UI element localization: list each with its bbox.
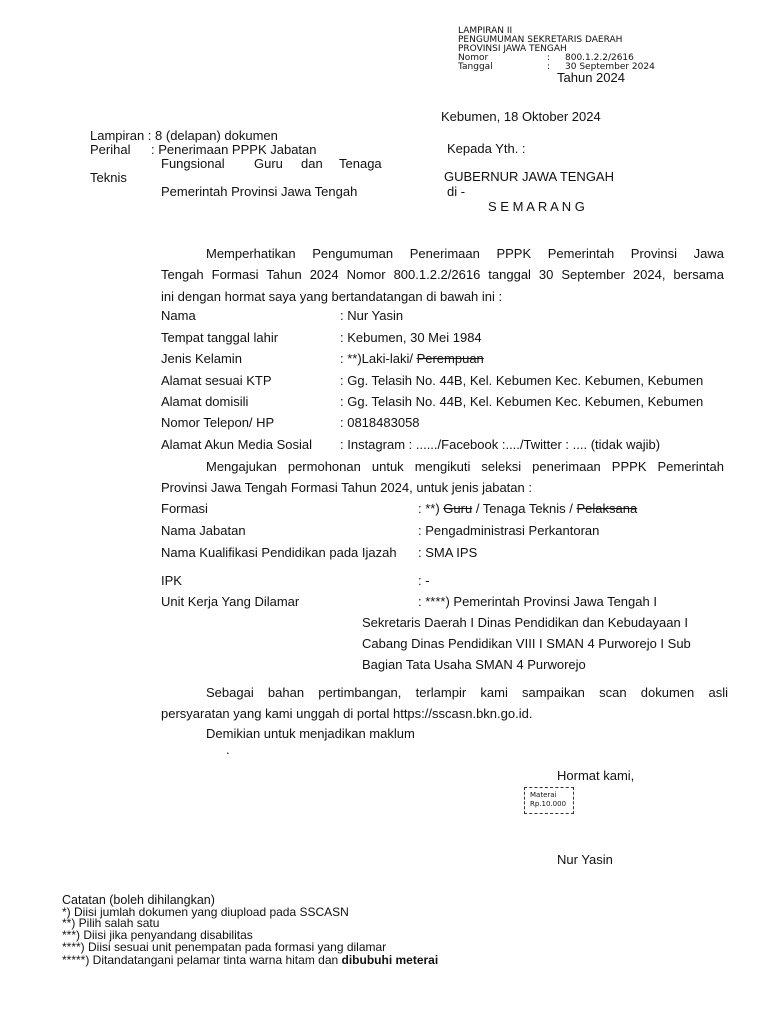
identity-value-nama: : Nur Yasin: [340, 308, 404, 323]
attachment-nomor-sep: :: [547, 53, 551, 63]
identity-label-phone: Nomor Telepon/ HP: [161, 415, 275, 430]
recipient-city: S E M A R A N G: [488, 199, 585, 214]
paragraph-2-line-2: Provinsi Jawa Tengah Formasi Tahun 2024, untuk jenis jabatan :: [161, 480, 532, 495]
formasi-struck-pelaksana: Pelaksana: [576, 501, 638, 516]
attachment-announcement: PENGUMUMAN SEKRETARIS DAERAH: [458, 35, 623, 45]
unit-label: Unit Kerja Yang Dilamar: [161, 594, 300, 609]
identity-value-phone: : 0818483058: [340, 415, 420, 430]
attachment-tanggal-value: 30 September 2024: [565, 62, 655, 72]
identity-label-ttl: Tempat tanggal lahir: [161, 330, 279, 345]
identity-label-nama: Nama: [161, 308, 196, 323]
note-3: ***) Diisi jika penyandang disabilitas: [62, 928, 253, 942]
note-2: **) Pilih salah satu: [62, 916, 160, 930]
materai-label: Materai: [530, 791, 557, 799]
formasi-value: [418, 501, 637, 517]
attachment-label: LAMPIRAN II: [458, 26, 513, 36]
identity-value-ttl: : Kebumen, 30 Mei 1984: [340, 330, 482, 345]
paragraph-3-line-1: Sebagai bahan pertimbangan, terlampir kami sampaikan scan dokumen asli: [206, 685, 728, 700]
perihal-label: Perihal: [90, 142, 131, 157]
note-5: [62, 955, 438, 966]
ipk-label: IPK: [161, 573, 182, 588]
signer-name: Nur Yasin: [557, 852, 613, 867]
paragraph-2-line-1: Mengajukan permohonan untuk mengikuti seleksi penerimaan PPPK Pemerintah: [206, 459, 724, 474]
attachment-tanggal-sep: :: [547, 62, 551, 72]
jabatan-label: Nama Jabatan: [161, 523, 246, 538]
notes-title: Catatan (boleh dihilangkan): [62, 893, 215, 907]
formasi-selected: / Tenaga Teknis /: [472, 501, 577, 516]
identity-label-gender: Jenis Kelamin: [161, 351, 242, 366]
identity-value-gender: [340, 351, 484, 367]
ipk-value: : -: [418, 573, 430, 588]
unit-value-line-3: Cabang Dinas Pendidikan VIII I SMAN 4 Purworejo I Sub: [362, 636, 691, 651]
perihal-teknis: Teknis: [90, 170, 127, 185]
place-date: Kebumen, 18 Oktober 2024: [441, 109, 601, 124]
identity-value-alamat-ktp: : Gg. Telasih No. 44B, Kel. Kebumen Kec. Kebumen, Kebumen: [340, 373, 704, 388]
identity-label-social: Alamat Akun Media Sosial: [161, 437, 313, 452]
note-5-bold: dibubuhi meterai: [341, 953, 439, 967]
recipient-name: GUBERNUR JAWA TENGAH: [444, 169, 614, 184]
perihal-word-dan: dan: [301, 156, 323, 171]
note-1: *) Diisi jumlah dokumen yang diupload pada SSCASN: [62, 905, 349, 919]
note-5-text: *****) Ditandatangani pelamar tinta warna hitam dan: [62, 953, 342, 967]
identity-value-alamat-domisili: : Gg. Telasih No. 44B, Kel. Kebumen Kec. Kebumen, Kebumen: [340, 394, 704, 409]
unit-value-line-1: : ****) Pemerintah Provinsi Jawa Tengah I: [418, 594, 657, 609]
hormat-kami: Hormat kami,: [557, 768, 635, 783]
attachment-year: Tahun 2024: [557, 70, 625, 85]
note-4: ****) Diisi sesuai unit penempatan pada formasi yang dilamar: [62, 940, 387, 954]
kualifikasi-value: : SMA IPS: [418, 545, 478, 560]
attachment-nomor-value: 800.1.2.2/2616: [565, 53, 634, 63]
unit-value-line-4: Bagian Tata Usaha SMAN 4 Purworejo: [362, 657, 586, 672]
formasi-label: Formasi: [161, 501, 208, 516]
perihal-word-guru: Guru: [254, 156, 283, 171]
paragraph-1-line-3: ini dengan hormat saya yang bertandatangan di bawah ini :: [161, 289, 503, 304]
paragraph-1-line-1: Memperhatikan Pengumuman Penerimaan PPPK Pemerintah Provinsi Jawa: [206, 246, 724, 261]
perihal-word-fungsional: Fungsional: [161, 156, 225, 171]
kepada-label: Kepada Yth. :: [447, 141, 526, 156]
identity-label-alamat-ktp: Alamat sesuai KTP: [161, 373, 272, 388]
materai-amount: Rp.10.000: [530, 800, 567, 808]
formasi-struck-guru: Guru: [443, 501, 473, 516]
kualifikasi-label: Nama Kualifikasi Pendidikan pada Ijazah: [161, 545, 397, 560]
materai-stamp-box: [524, 787, 574, 814]
perihal-word-tenaga: Tenaga: [339, 156, 382, 171]
lampiran-line: Lampiran : 8 (delapan) dokumen: [90, 128, 278, 143]
paragraph-3-line-2: persyaratan yang kami unggah di portal https://sscasn.bkn.go.id.: [161, 706, 533, 721]
closing-line: Demikian untuk menjadikan maklum: [206, 726, 415, 741]
jabatan-value: : Pengadministrasi Perkantoran: [418, 523, 600, 538]
identity-label-alamat-domisili: Alamat domisili: [161, 394, 249, 409]
unit-value-line-2: Sekretaris Daerah I Dinas Pendidikan dan Kebudayaan I: [362, 615, 688, 630]
attachment-province: PROVINSI JAWA TENGAH: [458, 44, 567, 54]
recipient-di: di -: [447, 184, 466, 199]
closing-dot: .: [226, 742, 230, 757]
perihal-line-1: : Penerimaan PPPK Jabatan: [151, 142, 317, 157]
formasi-pre: : **): [418, 501, 444, 516]
attachment-nomor-label: Nomor: [458, 53, 489, 63]
gender-struck: Perempuan: [416, 351, 484, 366]
paragraph-1-line-2: Tengah Formasi Tahun 2024 Nomor 800.1.2.2/2616 tanggal 30 September 2024, bersama: [161, 267, 724, 282]
attachment-tanggal-label: Tanggal: [458, 62, 493, 72]
gender-selected: : **)Laki-laki/: [340, 351, 417, 366]
perihal-line-3: Pemerintah Provinsi Jawa Tengah: [161, 184, 358, 199]
identity-value-social: : Instagram : ....../Facebook :..../Twitter : .... (tidak wajib): [340, 437, 661, 452]
